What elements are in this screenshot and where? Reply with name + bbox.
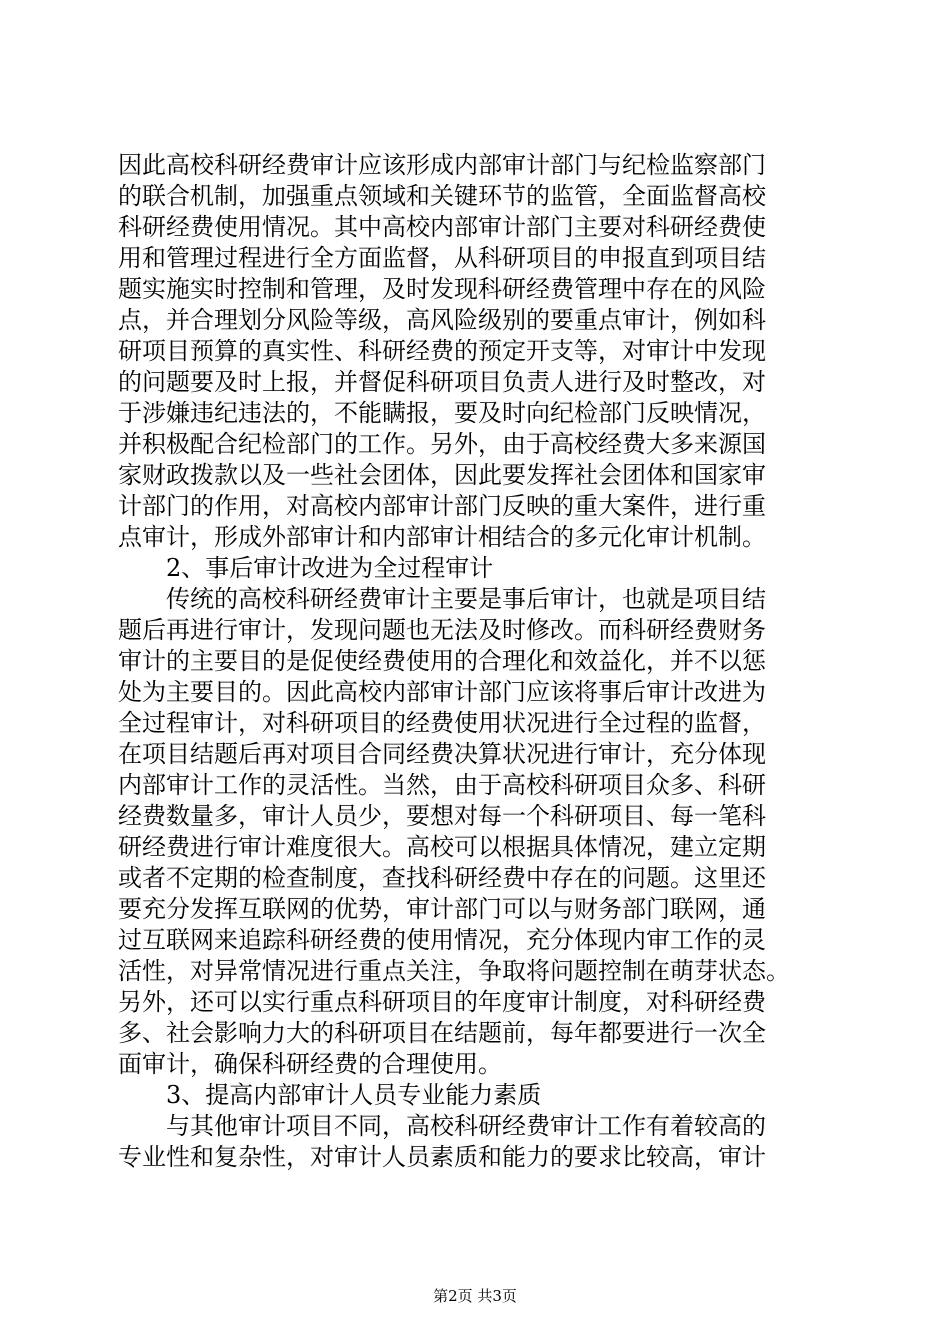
text-line: 题后再进行审计，发现问题也无法及时修改。而科研经费财务: [118, 616, 766, 644]
page-number-footer: 第2页 共3页: [433, 1287, 517, 1305]
text-line: 点审计，形成外部审计和内部审计相结合的多元化审计机制。: [118, 523, 766, 551]
text-line: 计部门的作用，对高校内部审计部门反映的重大案件，进行重: [118, 492, 766, 520]
text-line: 内部审计工作的灵活性。当然，由于高校科研项目众多、科研: [118, 771, 766, 799]
text-line: 点，并合理划分风险等级，高风险级别的要重点审计，例如科: [118, 306, 766, 334]
text-line: 另外，还可以实行重点科研项目的年度审计制度，对科研经费: [118, 988, 766, 1016]
text-line: 处为主要目的。因此高校内部审计部门应该将事后审计改进为: [118, 678, 766, 706]
text-line: 或者不定期的检查制度，查找科研经费中存在的问题。这里还: [118, 864, 766, 892]
text-line: 研经费进行审计难度很大。高校可以根据具体情况，建立定期: [118, 833, 766, 861]
body-text: [118, 150, 838, 1173]
section-heading-2: 2、事后审计改进为全过程审计: [118, 554, 494, 582]
text-line: 于涉嫌违纪违法的，不能瞒报，要及时向纪检部门反映情况，: [118, 399, 766, 427]
text-line: 在项目结题后再对项目合同经费决算状况进行审计，充分体现: [118, 740, 766, 768]
section-heading-3: 3、提高内部审计人员专业能力素质: [118, 1081, 542, 1109]
text-line: 要充分发挥互联网的优势，审计部门可以与财务部门联网，通: [118, 895, 766, 923]
text-line: 用和管理过程进行全方面监督，从科研项目的申报直到项目结: [118, 244, 766, 272]
text-line: 因此高校科研经费审计应该形成内部审计部门与纪检监察部门: [118, 151, 766, 179]
text-line: 与其他审计项目不同，高校科研经费审计工作有着较高的: [118, 1112, 766, 1140]
text-line: 多、社会影响力大的科研项目在结题前，每年都要进行一次全: [118, 1019, 766, 1047]
text-line: 题实施实时控制和管理，及时发现科研经费管理中存在的风险: [118, 275, 766, 303]
text-line: 科研经费使用情况。其中高校内部审计部门主要对科研经费使: [118, 213, 766, 241]
text-line: 的联合机制，加强重点领域和关键环节的监管，全面监督高校: [118, 182, 766, 210]
text-line: 并积极配合纪检部门的工作。另外，由于高校经费大多来源国: [118, 430, 766, 458]
text-line: 传统的高校科研经费审计主要是事后审计，也就是项目结: [118, 585, 766, 613]
text-line: 家财政拨款以及一些社会团体，因此要发挥社会团体和国家审: [118, 461, 766, 489]
text-line: 面审计，确保科研经费的合理使用。: [118, 1050, 502, 1078]
text-line: 审计的主要目的是促使经费使用的合理化和效益化，并不以惩: [118, 647, 766, 675]
text-line: 研项目预算的真实性、科研经费的预定开支等，对审计中发现: [118, 337, 766, 365]
text-line: 专业性和复杂性，对审计人员素质和能力的要求比较高，审计: [118, 1143, 766, 1171]
text-line: 的问题要及时上报，并督促科研项目负责人进行及时整改，对: [118, 368, 766, 396]
text-line: 过互联网来追踪科研经费的使用情况，充分体现内审工作的灵: [118, 926, 766, 954]
text-line: 经费数量多，审计人员少，要想对每一个科研项目、每一笔科: [118, 802, 766, 830]
text-line: 全过程审计，对科研项目的经费使用状况进行全过程的监督，: [118, 709, 766, 737]
text-line: 活性，对异常情况进行重点关注，争取将问题控制在萌芽状态。: [118, 957, 790, 985]
